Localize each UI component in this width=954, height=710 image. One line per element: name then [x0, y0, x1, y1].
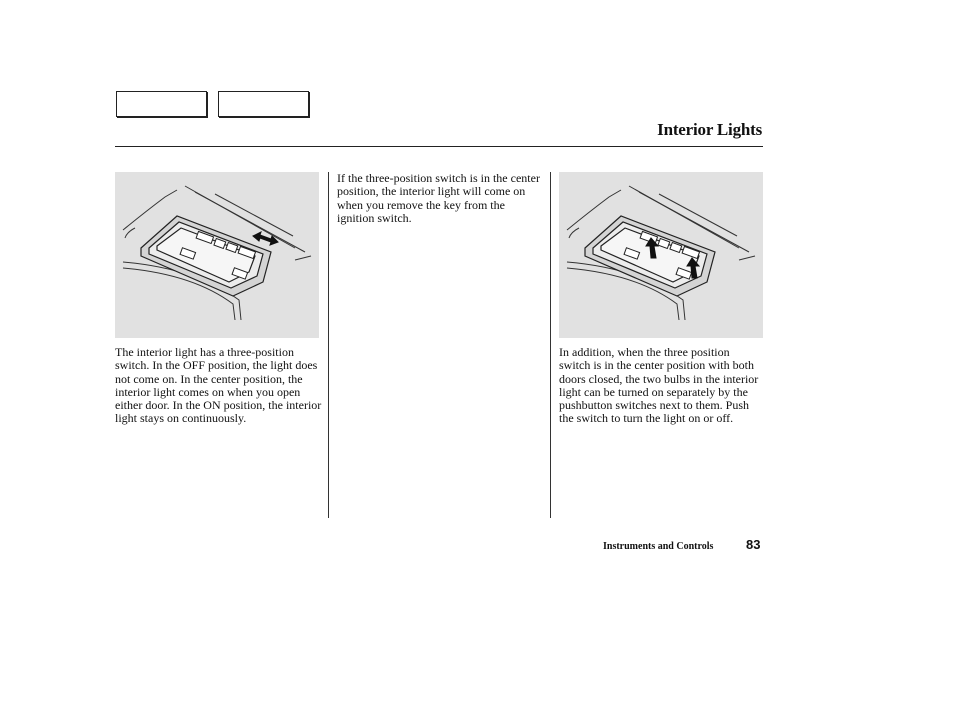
column-divider — [328, 172, 329, 518]
interior-light-pushbutton-illustration — [559, 172, 763, 338]
paragraph-three-position-switch: The interior light has a three-position switch. In the OFF position, the light does not come on. In the center position, the interior light comes on when you open either door. In the ON position, the interior light stays on continuously. — [115, 345, 322, 426]
paragraph-center-position: If the three-position switch is in the center position, the interior light will come on when you remove the key from the ignition switch. — [337, 171, 540, 225]
header-rule — [115, 146, 763, 147]
nav-button-next[interactable] — [218, 91, 309, 117]
page-title: Interior Lights — [657, 120, 762, 139]
interior-light-pushbutton-drawing — [559, 172, 763, 338]
footer-section-name: Instruments and Controls — [603, 541, 714, 552]
interior-light-switch-drawing — [115, 172, 319, 338]
column-divider — [550, 172, 551, 518]
page-number: 83 — [746, 537, 761, 552]
interior-light-switch-illustration — [115, 172, 319, 338]
paragraph-pushbutton-switches: In addition, when the three position switch is in the center position with both doors closed, the two bulbs in the interior light can be turned on separately by the pushbutton switches next to them. Push the switch to turn the light on or off. — [559, 345, 759, 426]
nav-button-previous[interactable] — [116, 91, 207, 117]
double-arrow-icon — [253, 232, 278, 245]
